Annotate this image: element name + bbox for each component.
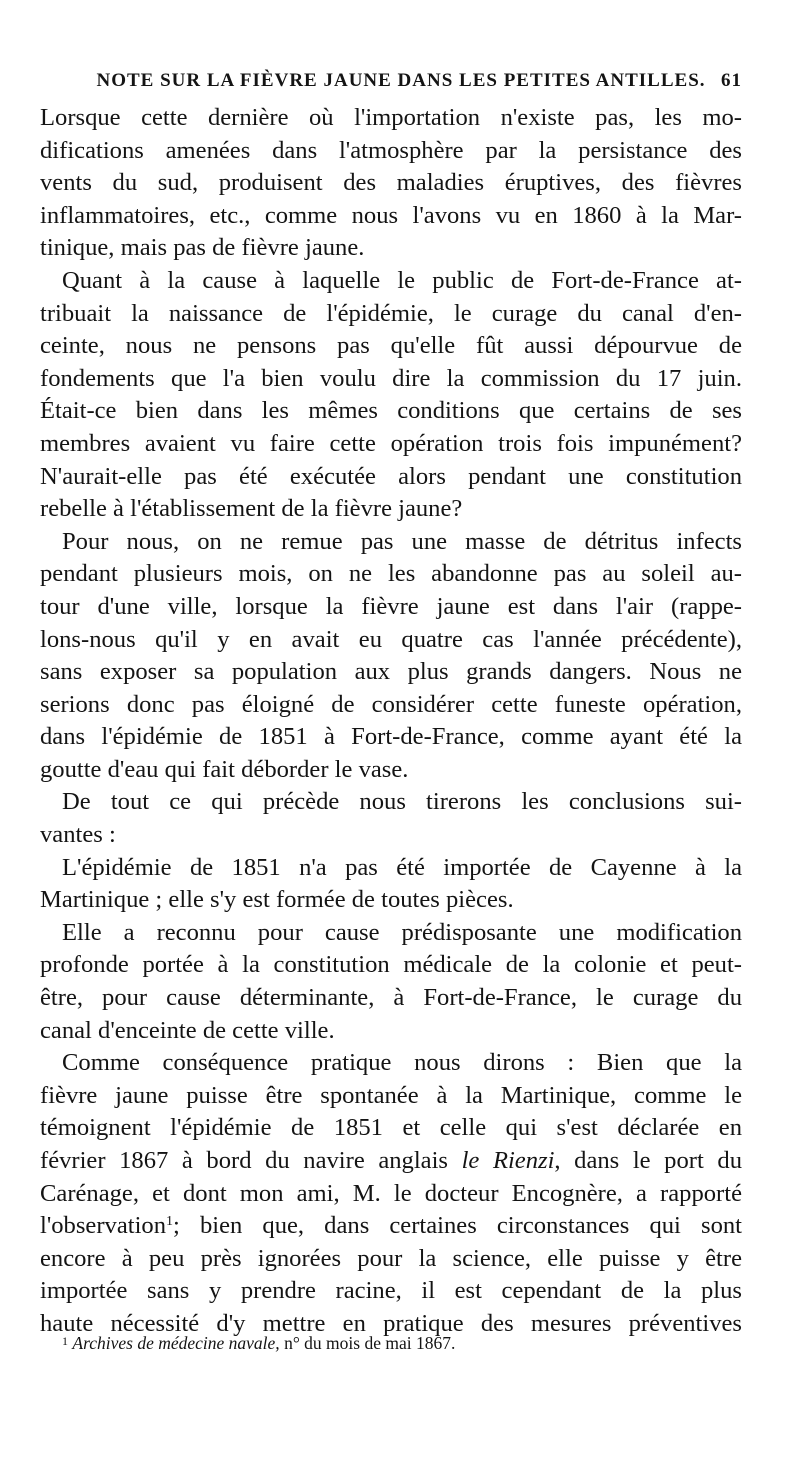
text-line: être, pour cause déterminante, à Fort-de-France, le curage du	[40, 984, 742, 1012]
text-line: importée sans y prendre racine, il est cependant de la plus	[40, 1277, 742, 1305]
footnote-rest: n° du mois de mai 1867.	[279, 1333, 456, 1353]
footnote-mark: 1	[62, 1334, 68, 1348]
text-fragment: février 1867 à bord du navire anglais	[40, 1147, 462, 1174]
text-line: N'aurait-elle pas été exécutée alors pendant une constitution	[40, 462, 742, 490]
text-line: Martinique ; elle s'y est formée de toutes pièces.	[40, 886, 514, 914]
text-line: sans exposer sa population aux plus grands dangers. Nous ne	[40, 658, 742, 686]
text-line: fièvre jaune puisse être spontanée à la Martinique, comme le	[40, 1081, 742, 1109]
text-line: Carénage, et dont mon ami, M. le docteur Encognère, a rapporté	[40, 1179, 742, 1207]
text-line: témoignent l'épidémie de 1851 et celle qui s'est déclarée en	[40, 1114, 742, 1142]
text-line: Était-ce bien dans les mêmes conditions que certains de ses	[40, 397, 742, 425]
text-line: haute nécessité d'y mettre en pratique des mesures préventives	[40, 1309, 742, 1337]
text-line: profonde portée à la constitution médicale de la colonie et peut-	[40, 951, 742, 979]
footnote-source: Archives de médecine navale,	[72, 1333, 280, 1353]
text-line: goutte d'eau qui fait déborder le vase.	[40, 755, 409, 783]
text-line: membres avaient vu faire cette opération trois fois impunément?	[40, 429, 742, 457]
ship-name: le Rienzi	[461, 1147, 555, 1174]
footnote-reference[interactable]: 1	[166, 1214, 174, 1230]
text-line: difications amenées dans l'atmosphère par la persistance des	[40, 136, 742, 164]
text-line: Pour nous, on ne remue pas une masse de détritus infects	[62, 527, 742, 555]
body-text	[40, 102, 742, 1341]
text-line: fondements que l'a bien voulu dire la commission du 17 juin.	[40, 364, 742, 392]
text-line: Elle a reconnu pour cause prédisposante une modification	[62, 918, 742, 946]
page-number: 61	[721, 70, 742, 91]
text-line: dans l'épidémie de 1851 à Fort-de-France, comme ayant été la	[40, 723, 742, 751]
text-line: tinique, mais pas de fièvre jaune.	[40, 234, 365, 262]
text-line: pendant plusieurs mois, on ne les abandonne pas au soleil au-	[40, 560, 742, 588]
text-line	[40, 1145, 742, 1178]
text-line: tour d'une ville, lorsque la fièvre jaune est dans l'air (rappe-	[40, 592, 742, 620]
text-line: vents du sud, produisent des maladies éruptives, des fièvres	[40, 169, 742, 197]
footnote	[62, 1332, 455, 1354]
text-line	[40, 1210, 742, 1243]
running-header	[40, 70, 742, 102]
text-line: Quant à la cause à laquelle le public de Fort-de-France at-	[62, 266, 742, 294]
text-line: ceinte, nous ne pensons pas qu'elle fût aussi dépourvue de	[40, 332, 742, 360]
text-line: vantes :	[40, 821, 116, 849]
text-line: encore à peu près ignorées pour la science, elle puisse y être	[40, 1244, 742, 1272]
text-line: Comme conséquence pratique nous dirons : Bien que la	[62, 1049, 742, 1077]
text-fragment: l'observation	[40, 1212, 167, 1240]
running-title: NOTE SUR LA FIÈVRE JAUNE DANS LES PETITES ANTILLES.	[96, 70, 706, 91]
text-fragment: , dans le port du	[554, 1147, 742, 1174]
text-line: rebelle à l'établissement de la fièvre jaune?	[40, 495, 463, 523]
text-line: Lorsque cette dernière où l'importation n'existe pas, les mo-	[40, 104, 742, 131]
text-line: inflammatoires, etc., comme nous l'avons vu en 1860 à la Mar-	[40, 201, 742, 229]
text-line: tribuait la naissance de l'épidémie, le curage du canal d'en-	[40, 299, 742, 327]
text-line: serions donc pas éloigné de considérer cette funeste opération,	[40, 690, 742, 718]
text-line: lons-nous qu'il y en avait eu quatre cas l'année précédente),	[40, 625, 742, 653]
text-line: canal d'enceinte de cette ville.	[40, 1016, 335, 1044]
text-fragment: ; bien que, dans certaines circonstances qui sont	[173, 1212, 742, 1240]
text-line: De tout ce qui précède nous tirerons les conclusions sui-	[62, 788, 742, 816]
text-line: L'épidémie de 1851 n'a pas été importée de Cayenne à la	[62, 853, 742, 881]
